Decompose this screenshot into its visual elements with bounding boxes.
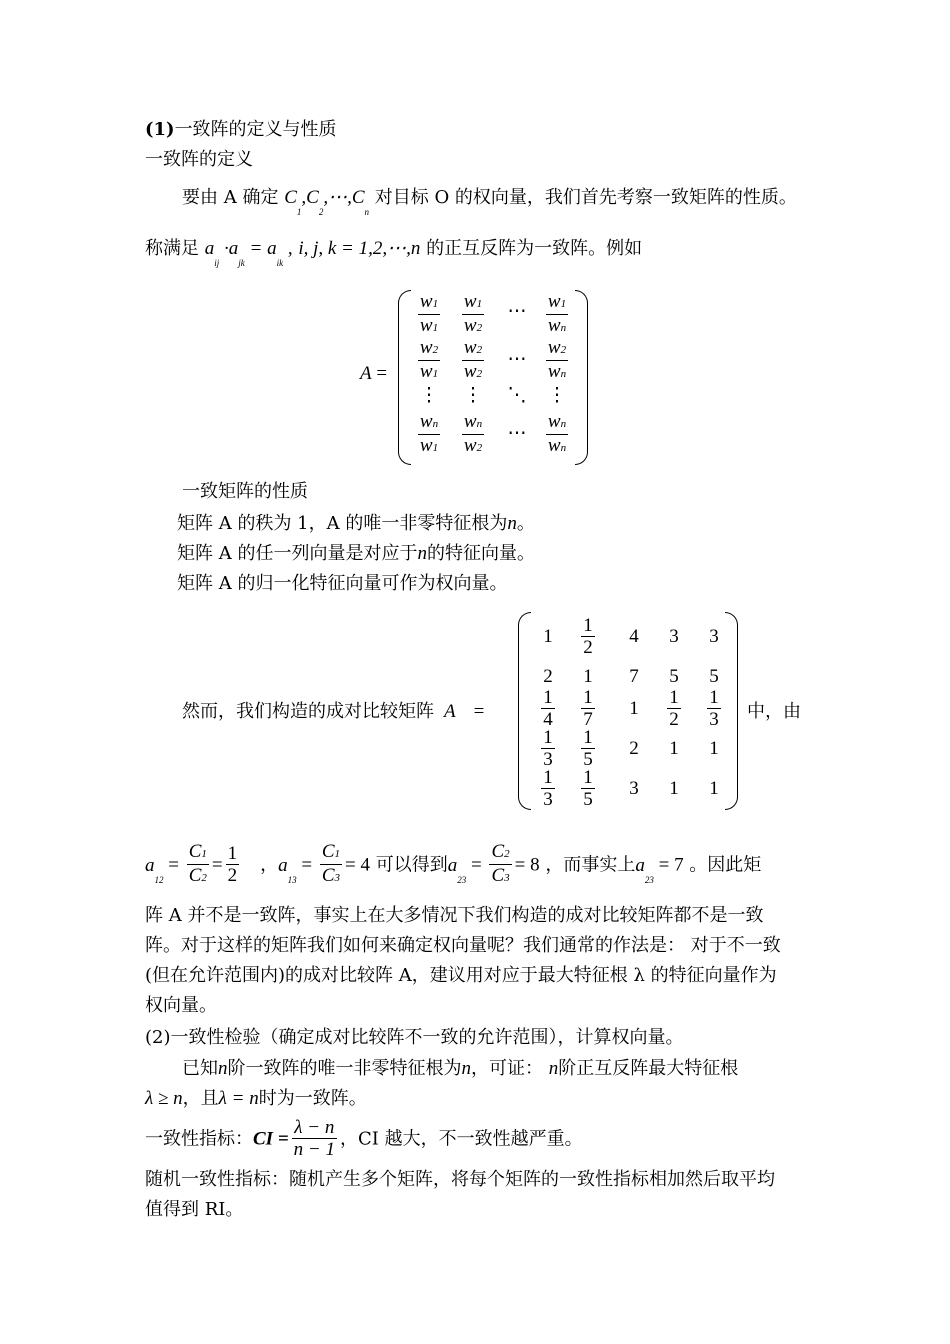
matrix-cell-n-n: $\frac{wn}{wn}$ <box>547 411 567 456</box>
criteria-list: $C_1,C_2,\cdots,C_n$ <box>284 187 369 217</box>
definition-heading: 一致阵的定义 <box>145 149 253 170</box>
para1-mid: 对目标 O 的权向量，我们首先考察一致矩阵的性质。 <box>374 187 797 208</box>
matrix-cell-5-5: 1 <box>709 778 719 799</box>
heading-number: (1) <box>145 119 175 140</box>
matrix-cell-1-2: $\frac{1}{2}$ <box>583 615 593 658</box>
matrix-cell-4-2: $\frac{1}{5}$ <box>583 727 593 770</box>
index-range: i, j, k = 1,2,⋯,n <box>298 238 421 259</box>
matrix-cell-2-5: 5 <box>709 666 719 687</box>
section-heading-2: (2)一致性检验（确定成对比较阵不一致的允许范围），计算权向量。 <box>145 1027 684 1048</box>
paragraph-1 <box>182 186 797 217</box>
paragraph-2 <box>145 237 643 268</box>
matrix-cell-4-5: 1 <box>709 738 719 759</box>
ci-line: 一致性指标：CI = $\frac{\lambda - n}{n - 1}$ ，CI 越大，不一致性越严重。 <box>145 1117 583 1160</box>
matrix-cell-2-1: $\frac{w2}{w1}$ <box>419 337 439 382</box>
symbolic-matrix <box>398 290 588 465</box>
matrix-cell-1-4: 3 <box>669 626 679 647</box>
paragraph-3-prefix: 然而，我们构造的成对比较矩阵 A = <box>182 701 485 722</box>
matrix-cell-5-3: 3 <box>629 778 639 799</box>
matrix-cell-5-1: $\frac{1}{3}$ <box>543 767 553 810</box>
matrix-cell-1-5: 3 <box>709 626 719 647</box>
matrix-cell-3-1: $\frac{1}{4}$ <box>543 687 553 730</box>
symbolic-matrix-label: A = <box>360 363 388 384</box>
matrix-cell-1-1: $\frac{w1}{w1}$ <box>419 291 439 336</box>
property-1: 矩阵 A 的秩为 1，A 的唯一非零特征根为n。 <box>177 513 535 534</box>
matrix-cell-4-1: $\frac{1}{3}$ <box>543 727 553 770</box>
matrix-cell-4-4: 1 <box>669 738 679 759</box>
matrix-vdots: ⋮ <box>419 385 439 406</box>
matrix-cell-1-2: $\frac{w1}{w2}$ <box>463 291 483 336</box>
property-3: 矩阵 A 的归一化特征向量可作为权向量。 <box>177 573 508 594</box>
matrix-dots: ⋯ <box>507 301 527 322</box>
consistency-condition: $a_{ij} \cdot a_{jk} = a_{ik}$ , <box>204 238 293 268</box>
matrix-cell-n-1: $\frac{wn}{w1}$ <box>419 411 439 456</box>
matrix-cell-2-1: 2 <box>543 666 553 687</box>
matrix-ddots: ⋱ <box>507 385 527 406</box>
matrix-cell-1-1: 1 <box>543 626 553 647</box>
para2-suffix: 的正互反阵为一致阵。例如 <box>426 238 643 259</box>
matrix-cell-3-5: $\frac{1}{3}$ <box>709 687 719 730</box>
matrix-cell-5-4: 1 <box>669 778 679 799</box>
ri-line-1: 随机一致性指标：随机产生多个矩阵，将每个矩阵的一致性指标相加然后取平均 <box>145 1169 775 1190</box>
paragraph-4-line-3: (但在允许范围内)的成对比较阵 A，建议用对应于最大特征根 λ 的特征向量作为 <box>145 965 777 986</box>
matrix-vdots: ⋮ <box>547 385 567 406</box>
matrix-cell-5-2: $\frac{1}{5}$ <box>583 767 593 810</box>
matrix-cell-1-3: 4 <box>629 626 639 647</box>
matrix-cell-3-2: $\frac{1}{7}$ <box>583 687 593 730</box>
equation-line: $a_{12}$ = $\frac{C1}{C2}$ = $\frac{1}{2}$ ，$a_{13}$ = $\frac{C1}{C3}$ = 4 可以得到$a_{23}$ = $\frac{C2}{C3}$ = 8 ，而事实上$a_{23} = 7$ 。因此矩 <box>145 841 762 886</box>
heading-text: 一致阵的定义与性质 <box>174 119 337 140</box>
matrix-cell-2-2: 1 <box>583 666 593 687</box>
paragraph-3-suffix: 中，由 <box>747 701 801 722</box>
matrix-cell-4-3: 2 <box>629 738 639 759</box>
paragraph-5-line-2: λ ≥ n，且λ = n时为一致阵。 <box>145 1088 367 1109</box>
matrix-cell-2-n: $\frac{w2}{wn}$ <box>547 337 567 382</box>
property-2: 矩阵 A 的任一列向量是对应于n的特征向量。 <box>177 543 535 564</box>
matrix-cell-2-4: 5 <box>669 666 679 687</box>
matrix-dots: ⋯ <box>507 349 527 370</box>
paragraph-4-line-2: 阵。对于这样的矩阵我们如何来确定权向量呢？我们通常的作法是： 对于不一致 <box>145 935 781 956</box>
matrix-cell-3-4: $\frac{1}{2}$ <box>669 687 679 730</box>
para2-prefix: 称满足 <box>145 238 199 259</box>
matrix-dots: ⋯ <box>507 423 527 444</box>
matrix-cell-3-3: 1 <box>629 698 639 719</box>
paragraph-4-line-1: 阵 A 并不是一致阵，事实上在大多情况下我们构造的成对比较矩阵都不是一致 <box>145 905 764 926</box>
matrix-cell-2-3: 7 <box>629 666 639 687</box>
properties-heading: 一致矩阵的性质 <box>182 481 308 502</box>
section-heading-1 <box>145 118 337 142</box>
ri-line-2: 值得到 RI。 <box>145 1199 244 1220</box>
matrix-vdots: ⋮ <box>463 385 483 406</box>
matrix-cell-n-2: $\frac{wn}{w2}$ <box>463 411 483 456</box>
comparison-matrix <box>518 612 738 810</box>
matrix-cell-2-2: $\frac{w2}{w2}$ <box>463 337 483 382</box>
paragraph-5-line-1: 已知n阶一致阵的唯一非零特征根为n，可证： n阶正互反阵最大特征根 <box>182 1058 739 1079</box>
paragraph-4-line-4: 权向量。 <box>145 995 217 1016</box>
para1-prefix: 要由 A 确定 <box>182 187 279 208</box>
matrix-cell-1-n: $\frac{w1}{wn}$ <box>547 291 567 336</box>
